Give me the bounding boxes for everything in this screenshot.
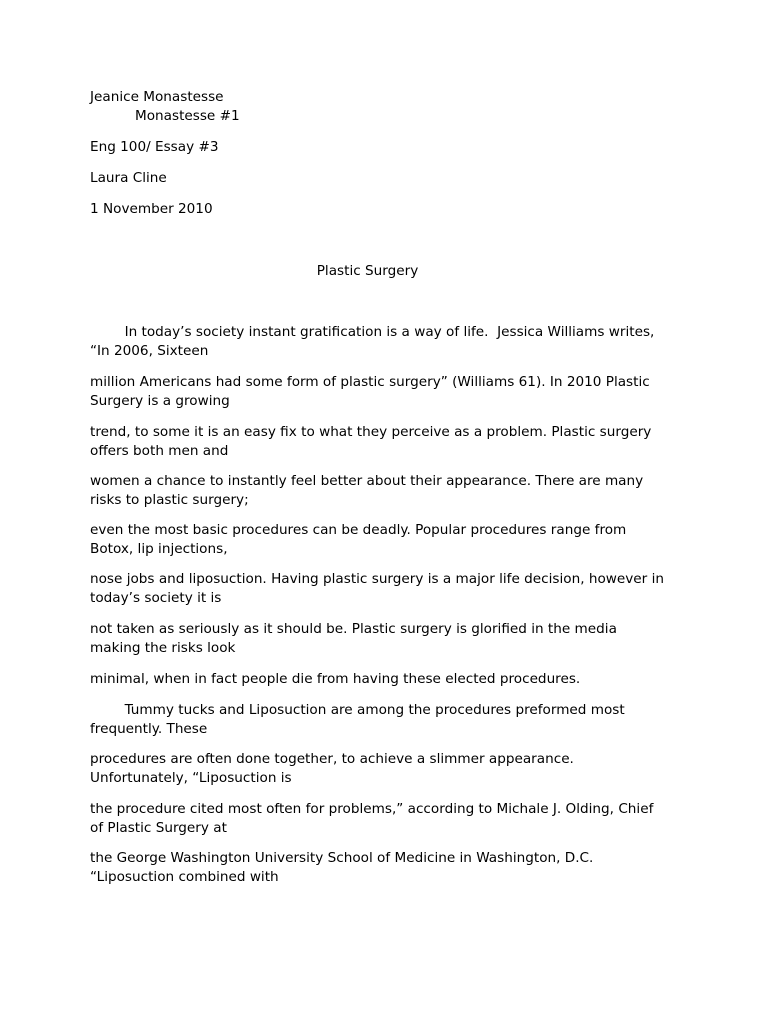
body-paragraph: [90, 472, 690, 509]
body-paragraph: [90, 670, 690, 689]
body-line: not taken as seriously as it should be. Plastic surgery is glorified in the media: [90, 621, 617, 637]
body-line: procedures are often done together, to achieve a slimmer appearance.: [90, 751, 574, 767]
date-line: 1 November 2010: [90, 201, 213, 217]
body-paragraph: [90, 800, 690, 837]
instructor-line: Laura Cline: [90, 170, 167, 186]
body-line: “In 2006, Sixteen: [90, 342, 209, 359]
body-line: even the most basic procedures can be deadly. Popular procedures range from: [90, 522, 627, 538]
body-paragraph: [90, 620, 690, 657]
body-line: In today’s society instant gratification is a way of life. Jessica Williams writes,: [90, 324, 655, 340]
body-line: women a chance to instantly feel better about their appearance. There are many: [90, 473, 644, 489]
body-line: Surgery is a growing: [90, 392, 230, 409]
body-paragraph: [90, 373, 690, 410]
body-paragraph: [90, 570, 690, 607]
body-line: today’s society it is: [90, 589, 222, 606]
body-line: of Plastic Surgery at: [90, 819, 227, 836]
body-line: “Liposuction combined with: [90, 868, 279, 885]
body-line: trend, to some it is an easy fix to what they perceive as a problem. Plastic surgery: [90, 424, 652, 440]
body-paragraph: [90, 521, 690, 558]
body-line: frequently. These: [90, 720, 208, 737]
body-paragraph: [90, 750, 690, 787]
body-paragraph: [90, 849, 690, 886]
body-paragraph: [90, 423, 690, 460]
body-line: risks to plastic surgery;: [90, 491, 249, 508]
body-line: offers both men and: [90, 442, 229, 459]
body-paragraph: [90, 701, 690, 738]
body-line: nose jobs and liposuction. Having plastic surgery is a major life decision, however in: [90, 571, 664, 587]
essay-title: Plastic Surgery: [316, 263, 419, 279]
body-line: the George Washington University School of Medicine in Washington, D.C.: [90, 850, 594, 866]
body-line: Tummy tucks and Liposuction are among the procedures preformed most: [90, 702, 625, 718]
body-line: Botox, lip injections,: [90, 540, 228, 557]
body-line: Unfortunately, “Liposuction is: [90, 769, 292, 786]
body-paragraph: [90, 323, 690, 360]
running-head: Monastesse #1: [135, 108, 240, 124]
body-line: minimal, when in fact people die from having these elected procedures.: [90, 671, 581, 687]
body-line: making the risks look: [90, 639, 236, 656]
course-line: Eng 100/ Essay #3: [90, 139, 219, 155]
body-line: million Americans had some form of plastic surgery” (Williams 61). In 2010 Plastic: [90, 374, 650, 390]
body-line: the procedure cited most often for problems,” according to Michale J. Olding, Chief: [90, 801, 654, 817]
author-name: Jeanice Monastesse: [90, 89, 224, 105]
